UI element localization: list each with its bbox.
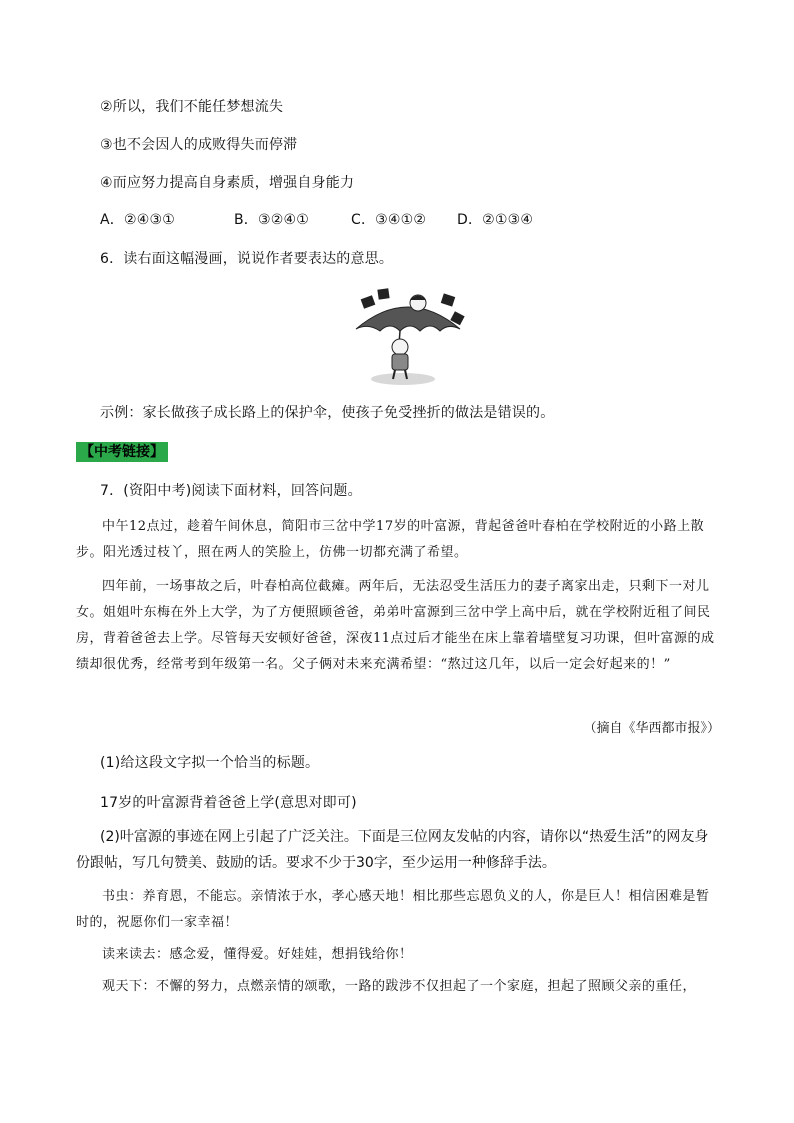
option-d: D．②①③④ xyxy=(457,212,534,228)
sub-answer-1: 17岁的叶富源背着爸爸上学(意思对即可) xyxy=(100,795,357,811)
option-sentence-3: ③也不会因人的成败得失而停滞 xyxy=(100,137,298,153)
post-bookworm: 书虫：养育恩，不能忘。亲情浓于水，孝心感天地！相比那些忘恩负义的人，你是巨人！相信困难是暂时的，祝愿你们一家幸福！ xyxy=(76,889,710,930)
question-6: 6．读右面这幅漫画，说说作者要表达的意思。 xyxy=(100,251,394,267)
section-tag: 【中考链接】 xyxy=(76,442,168,462)
example-answer: 示例：家长做孩子成长路上的保护伞，使孩子免受挫折的做法是错误的。 xyxy=(100,405,555,421)
sub-question-2: (2)叶富源的事迹在网上引起了广泛关注。下面是三位网友发帖的内容，请你以“热爱生活”的网友身份跟帖，写几句赞美、鼓励的话。要求不少于30字，至少运用一种修辞手法。 xyxy=(76,829,709,871)
option-b: B．③②④① xyxy=(234,212,310,228)
option-sentence-2: ②所以，我们不能任梦想流失 xyxy=(100,99,284,115)
post-reader: 读来读去：感念爱，懂得爱。好娃娃，想捐钱给你！ xyxy=(102,947,413,962)
sub-question-1: (1)给这段文字拟一个恰当的标题。 xyxy=(100,755,320,771)
netizen-posts xyxy=(76,884,722,1000)
question-7: 7．(资阳中考)阅读下面材料，回答问题。 xyxy=(100,483,362,499)
passage xyxy=(76,514,722,678)
passage-paragraph-2: 四年前，一场事故之后，叶春柏高位截瘫。两年后，无法忍受生活压力的妻子离家出走，只剩下一对儿女。姐姐叶东梅在外上大学，为了方便照顾爸爸，弟弟叶富源到三岔中学上高中后，就在学校附近租了间民房，背着爸爸去上学。尽管每天安顿好爸爸，深夜11点过后才能坐在床上靠着墙壁复习功课，但叶富源的成绩却很优秀，经常考到年级第一名。父子俩对未来充满希望：“熬过这几年，以后一定会好起来的！” xyxy=(76,579,715,672)
umbrella-cartoon-image xyxy=(348,287,468,387)
option-c: C．③④①② xyxy=(351,212,427,228)
option-sentence-4: ④而应努力提高自身素质，增强自身能力 xyxy=(100,175,355,191)
option-a: A．②④③① xyxy=(100,212,175,228)
answer-options xyxy=(100,210,533,230)
passage-source: （摘自《华西都市报》） xyxy=(583,721,720,736)
post-observer: 观天下：不懈的努力，点燃亲情的颂歌，一路的跋涉不仅担起了一个家庭，担起了照顾父亲的重任， xyxy=(102,979,697,994)
passage-paragraph-1: 中午12点过，趁着午间休息，简阳市三岔中学17岁的叶富源，背起爸爸叶春柏在学校附近的小路上散步。阳光透过枝丫，照在两人的笑脸上，仿佛一切都充满了希望。 xyxy=(76,519,705,560)
